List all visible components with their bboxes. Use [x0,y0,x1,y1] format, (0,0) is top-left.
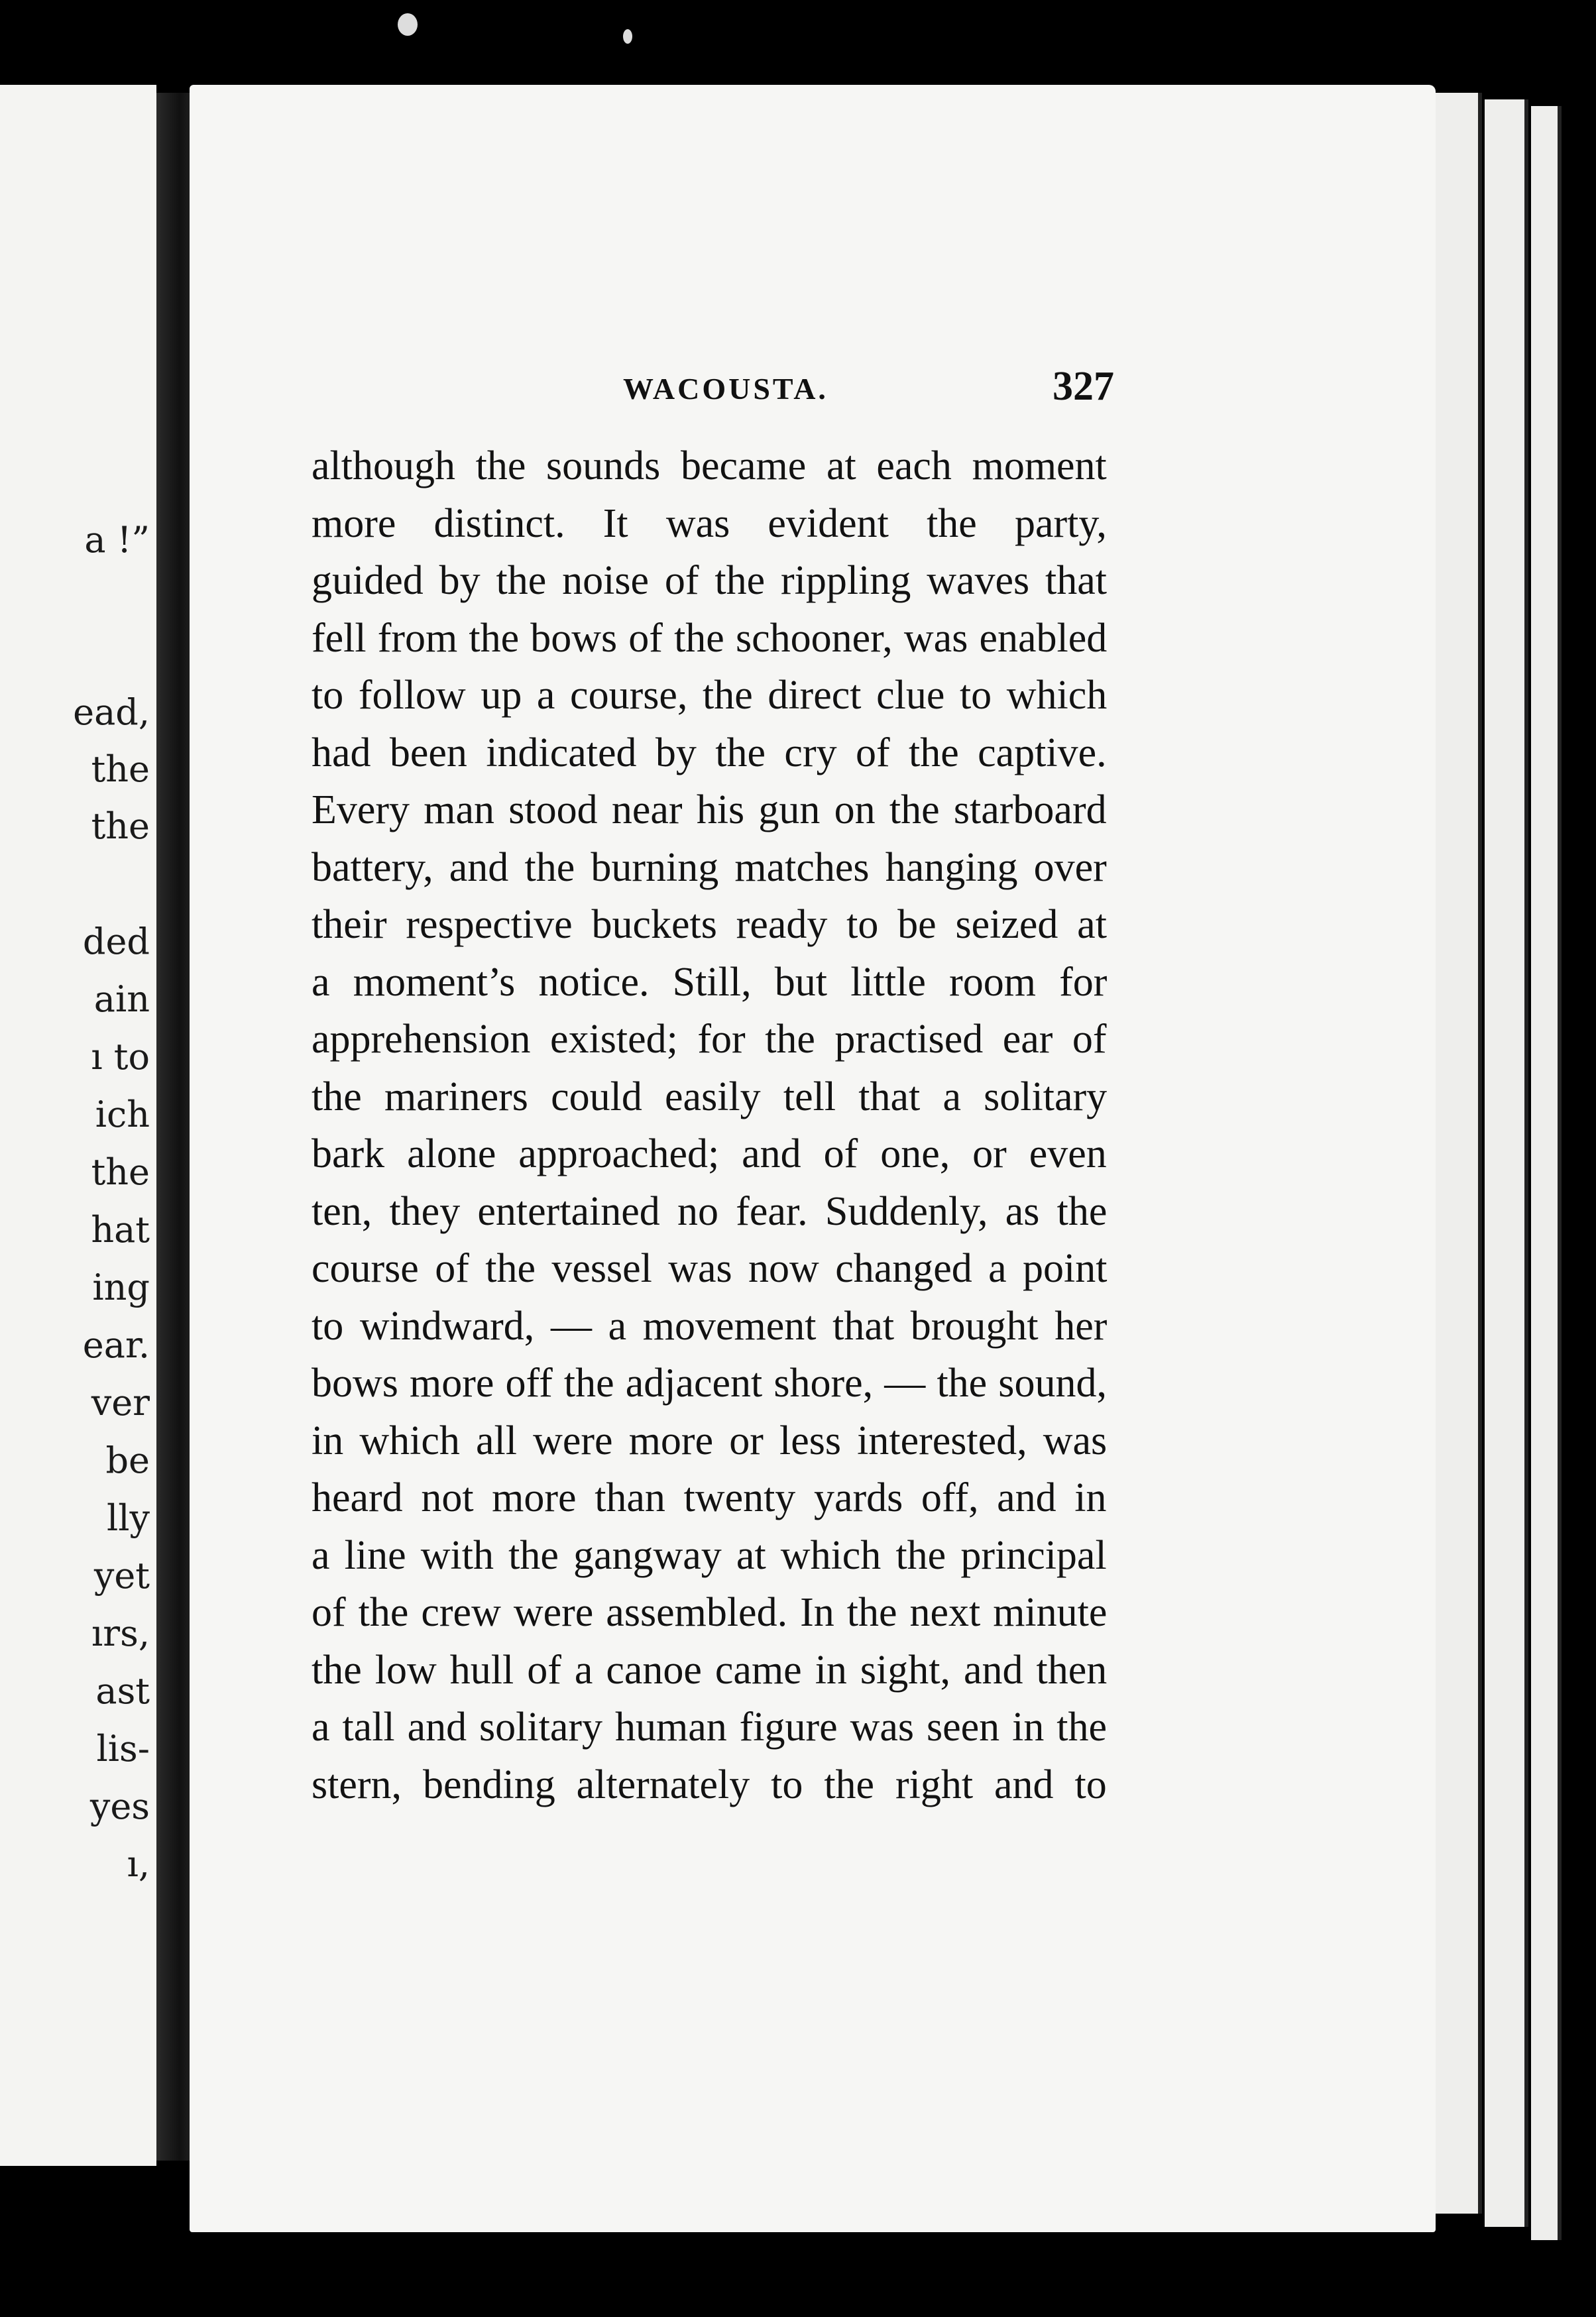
left-fragment-line: lis- [96,1728,150,1770]
left-fragment-line: ast [95,1670,150,1712]
text-line: had been indicated by the cry of the captive. [312,730,1107,775]
left-fragment-line: be [105,1440,150,1481]
fore-edge-leaf [1432,93,1482,2214]
left-fragment-line: ırs, [91,1612,150,1654]
text-line: apprehension existed; for the practised ear of [312,1017,1107,1062]
left-fragment-line: ded [82,921,150,962]
text-line: more distinct. It was evident the party, [312,500,1107,546]
text-line: heard not more than twenty yards off, and in [312,1475,1107,1520]
left-fragment-line: yes [89,1785,150,1827]
fore-edge-leaf [1531,106,1562,2240]
dust-speck [623,29,632,44]
text-line: in which all were more or less interested, was [312,1418,1108,1463]
left-fragment-line: ain [93,978,150,1020]
text-line: a moment’s notice. Still, but little room for [312,959,1108,1005]
left-fragment-line: yet [93,1555,150,1597]
text-line: their respective buckets ready to be seized at [312,902,1107,947]
text-line: fell from the bows of the schooner, was enabled [312,615,1108,661]
fore-edge-leaf [1485,99,1528,2227]
page-body-text [312,437,1107,1813]
text-line: course of the vessel was now changed a point [312,1246,1108,1291]
left-fragment-line: ı to [91,1036,150,1078]
left-fragment-line: the [91,1151,150,1193]
text-line: although the sounds became at each moment [312,443,1107,488]
running-head: WACOUSTA. [623,372,828,406]
text-line: bows more off the adjacent shore, — the sound, [312,1361,1107,1406]
text-line: to follow up a course, the direct clue to which [312,673,1108,718]
text-line: a line with the gangway at which the principal [312,1532,1107,1578]
text-line: the mariners could easily tell that a solitary [312,1074,1108,1119]
left-fragment-line: lly [106,1497,150,1539]
left-fragment-line: ead, [73,691,150,733]
left-fragment-line: the [91,805,150,847]
left-fragment-line: hat [91,1209,150,1251]
left-fragment-line: ver [91,1382,150,1424]
text-line: stern, bending alternately to the right and to [312,1762,1107,1807]
left-fragment-line: the [91,748,150,790]
text-line: to windward, — a movement that brought her [312,1303,1108,1349]
text-line: the low hull of a canoe came in sight, and then [312,1647,1108,1693]
text-line: battery, and the burning matches hanging over [312,844,1107,890]
text-line: a tall and solitary human figure was seen in the [312,1705,1107,1750]
left-fragment-line: ich [95,1094,150,1135]
left-fragment-line: a !” [84,519,150,561]
page-number: 327 [1053,364,1114,409]
text-line: guided by the noise of the rippling waves that [312,558,1108,603]
text-line: ten, they entertained no fear. Suddenly, as the [312,1188,1108,1234]
dust-speck [398,13,418,36]
text-line: bark alone approached; and of one, or even [312,1131,1107,1176]
previous-page [0,85,156,2166]
text-line: Every man stood near his gun on the starboard [312,787,1107,832]
text-line: of the crew were assembled. In the next minute [312,1590,1108,1635]
left-fragment-line: ing [92,1267,150,1308]
left-fragment-line: ear. [82,1324,150,1366]
left-fragment-line: ı, [127,1843,150,1885]
